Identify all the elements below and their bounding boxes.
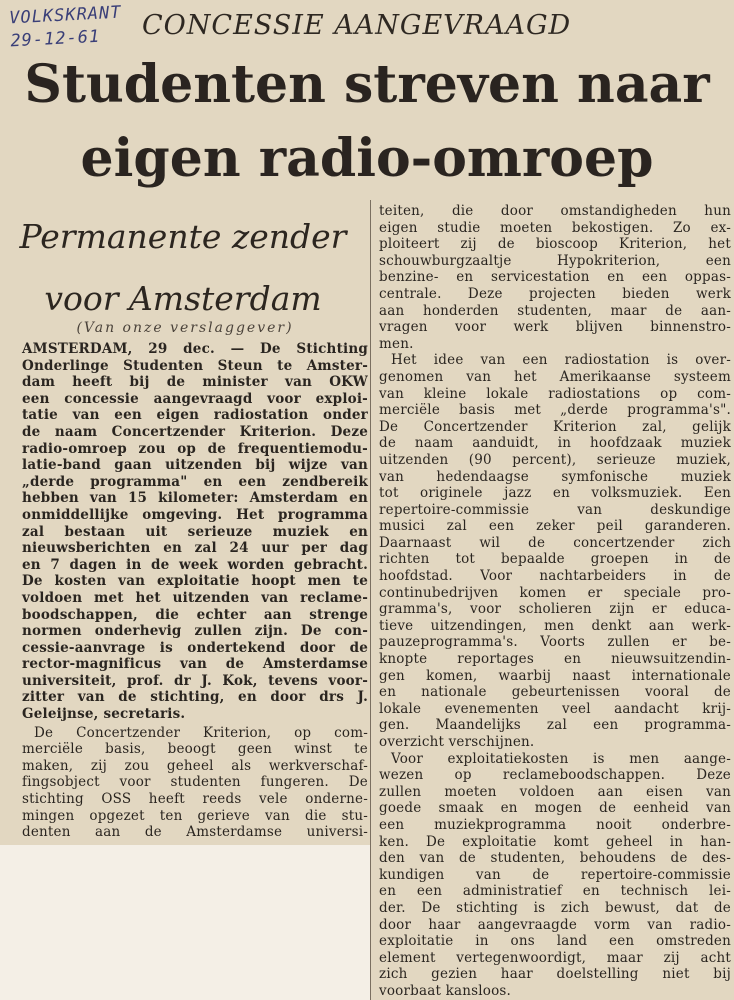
article-line: De kosten van exploitatie hoopt men te — [22, 573, 368, 590]
article-line: continubedrijven komen er speciale pro- — [379, 584, 731, 601]
article-line: goede smaak en mogen de eenheid van — [379, 800, 731, 817]
article-line: schouwburgzaaltje Hypokriterion, een — [379, 252, 731, 269]
article-line: Het idee van een radiostation is over- — [391, 352, 731, 369]
article-line: van kleine lokale radiostations op com- — [379, 385, 731, 402]
article-line: knopte reportages en nieuwsuitzendin- — [379, 651, 731, 668]
article-line: nieuwsberichten en zal 24 uur per dag — [22, 540, 368, 557]
article-line: richten tot bepaalde groepen in de — [379, 551, 731, 568]
article-line: overzicht verschijnen. — [379, 734, 535, 750]
subheadline — [0, 206, 366, 330]
article-line: ploiteert zij de bioscoop Kriterion, het — [379, 236, 731, 253]
article-line: pauzeprogramma's. Voorts zullen er be- — [379, 634, 731, 651]
article-line: „derde programma" en een zendbereik — [22, 473, 368, 490]
article-line: Daarnaast wil de concertzender zich — [379, 534, 731, 551]
article-line: men. — [379, 335, 414, 352]
article-line: merciële basis met „derde programma's". — [379, 402, 731, 419]
column-divider — [370, 200, 371, 1000]
article-line: fingsobject voor studenten fungeren. De — [22, 774, 368, 791]
headline — [0, 48, 734, 196]
article-line: gen komen, waarbij naast internationale — [379, 667, 731, 684]
article-line: boodschappen, die echter aan strenge — [22, 606, 368, 623]
article-line: van hedendaagse symfonische muziek — [379, 468, 731, 485]
article-line: den van de studenten, behoudens de des- — [379, 850, 731, 867]
article-line: element vertegenwoordigt, maar zij acht — [379, 949, 731, 966]
article-line: dam heeft bij de minister van OKW — [22, 374, 368, 391]
article-line: voorbaat kansloos. — [379, 982, 512, 999]
article-line: een muziekprogramma nooit onderbre- — [379, 816, 731, 833]
article-line: musici zal een zeker peil garanderen. — [379, 518, 731, 535]
article-line: exploitatie in ons land een omstreden — [379, 933, 731, 950]
article-line: De Concertzender Kriterion, op com- — [34, 724, 368, 741]
article-line: Onderlinge Studenten Steun te Amster- — [22, 357, 368, 374]
article-line: voldoen met het uitzenden van reclame- — [22, 589, 368, 606]
article-line: de naam Concertzender Kriterion. Deze — [22, 423, 368, 440]
article-line: onmiddellijke omgeving. Het programma — [22, 506, 368, 523]
article-line: radio-omroep zou op de frequentiemodu- — [22, 440, 368, 457]
article-line: maken, zij zou geheel als werkverschaf- — [22, 757, 368, 774]
article-line: hoofdstad. Voor nachtarbeiders in de — [379, 568, 731, 585]
headline-line: eigen radio-omroep — [80, 128, 654, 189]
article-line: rector-magnificus van de Amsterdamse — [22, 656, 368, 673]
article-line: tot originele jazz en volksmuziek. Een — [379, 485, 731, 502]
subheadline-line: voor Amsterdam — [44, 279, 322, 318]
article-line: universiteit, prof. dr J. Kok, tevens voor- — [22, 672, 368, 689]
article-column-left — [22, 341, 368, 841]
article-line: teiten, die door omstandigheden hun — [379, 203, 731, 219]
article-column-right — [379, 203, 731, 1000]
article-line: merciële basis, beoogt geen winst te — [22, 741, 368, 758]
article-line: door haar aangevraagde vorm van radio- — [379, 916, 731, 933]
article-line: hebben van 15 kilometer: Amsterdam en — [22, 490, 368, 507]
article-line: latie-band gaan uitzenden bij wijze van — [22, 457, 368, 474]
article-line: wezen op reclameboodschappen. Deze — [379, 767, 731, 784]
article-line: tieve uitzendingen, men denkt aan werk- — [379, 617, 731, 634]
article-line: de naam aanduidt, in hoofdzaak muziek — [379, 435, 731, 452]
article-line: der. De stichting is zich bewust, dat de — [379, 899, 731, 916]
article-line: De Concertzender Kriterion zal, gelijk — [379, 418, 731, 435]
article-line: en nationale gebeurtenissen vooral de — [379, 684, 731, 701]
article-line: gramma's, voor scholieren zijn er educa- — [379, 601, 731, 618]
article-line: een concessie aangevraagd voor exploi- — [22, 390, 368, 407]
article-line: zich gezien haar doelstelling niet bij — [379, 966, 731, 983]
article-line: vragen voor werk blijven binnenstro- — [379, 319, 731, 336]
article-line: benzine- en servicestation en een oppas- — [379, 269, 731, 286]
byline: (Van onze verslaggever) — [76, 320, 294, 336]
article-line: mingen opgezet ten gerieve van die stu- — [22, 807, 368, 824]
article-line: repertoire-commissie van deskundige — [379, 501, 731, 518]
article-line: en 7 dagen in de week worden gebracht. — [22, 556, 368, 573]
article-line: en een administratief en technisch lei- — [379, 883, 731, 900]
article-line: denten aan de Amsterdamse universi- — [22, 824, 368, 841]
article-line: centrale. Deze projecten bieden werk — [379, 285, 731, 302]
headline-line: Studenten streven naar — [24, 54, 710, 115]
article-line: AMSTERDAM, 29 dec. — De Stichting — [22, 341, 368, 357]
article-line: aan honderden studenten, maar de aan- — [379, 302, 731, 319]
article-line: zitter van de stichting, en door drs J. — [22, 689, 368, 706]
source-date: 29-12-61 — [9, 26, 101, 52]
article-line: Geleijnse, secretaris. — [22, 706, 186, 723]
article-line: zullen moeten voldoen aan eisen van — [379, 783, 731, 800]
article-line: cessie-aanvrage is ondertekend door de — [22, 639, 368, 656]
article-line: uitzenden (90 percent), serieuze muziek, — [379, 451, 731, 468]
article-line: eigen studie moeten bekostigen. Zo ex- — [379, 219, 731, 236]
article-line: genomen van het Amerikaanse systeem — [379, 368, 731, 385]
article-line: kundigen van de repertoire-commissie — [379, 866, 731, 883]
article-line: stichting OSS heeft reeds vele onderne- — [22, 791, 368, 808]
article-line: normen onderhevig zullen zijn. De con- — [22, 623, 368, 640]
article-line: Voor exploitatiekosten is men aange- — [391, 750, 731, 767]
source-name: VOLKSKRANT — [8, 2, 122, 29]
article-line: tatie van een eigen radiostation onder — [22, 407, 368, 424]
article-line: zal bestaan uit serieuze muziek en — [22, 523, 368, 540]
article-line: ken. De exploitatie komt geheel in han- — [379, 833, 731, 850]
article-line: gen. Maandelijks zal een programma- — [379, 717, 731, 734]
subheadline-line: Permanente zender — [19, 217, 347, 256]
article-line: lokale evenementen veel aandacht krij- — [379, 700, 731, 717]
kicker-heading: CONCESSIE AANGEVRAAGD — [142, 10, 572, 41]
